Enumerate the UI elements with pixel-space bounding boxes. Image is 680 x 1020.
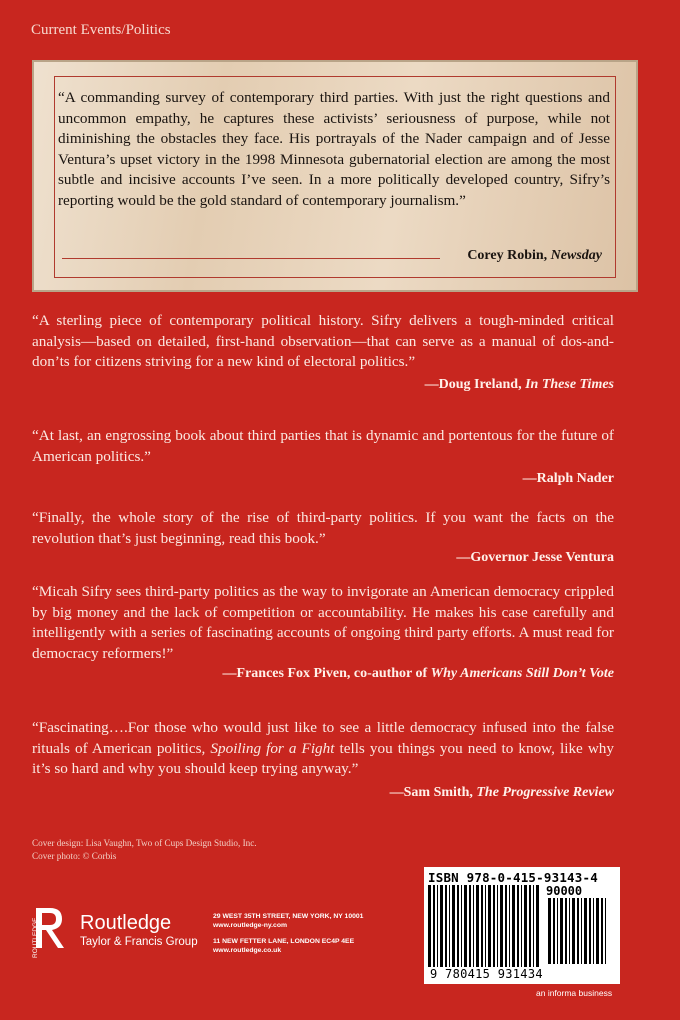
barcode-digits: 9 780415 931434	[430, 967, 543, 981]
price-code: 90000	[546, 884, 583, 898]
blurb-5-source: The Progressive Review	[476, 784, 614, 800]
blurb-4-text: “Micah Sifry sees third-party politics as the way to invigorate an American democracy crippled by big money and the lack of competition or accountability. He makes his case carefully and intelligently with a series of fascinating accounts of ongoing third party efforts. A must read for democracy reformers!”	[32, 583, 614, 662]
blurb-1-attribution	[32, 375, 614, 396]
publisher-logo	[30, 902, 210, 962]
cover-photo-credit: Cover photo: © Corbis	[32, 851, 117, 861]
blurb-3	[32, 508, 614, 569]
blurb-5-author: —Sam Smith,	[389, 784, 477, 800]
barcode-bars	[428, 885, 542, 967]
blurb-2	[32, 426, 614, 490]
featured-quote-text: “A commanding survey of contemporary third parties. With just the right questions and uncommon empathy, he captures these activists’ seriousness of purpose, while not diminishing the obstacles they face. His portrayals of the Nader campaign and of Jesse Ventura’s upset victory in the 1998 Minnesota gubernatorial election are among the most subtle and incisive accounts I’ve seen. In a more politically developed country, Sifry’s reporting would be the gold standard of contemporary journalism.”	[58, 89, 610, 209]
featured-quote-attribution	[467, 248, 602, 264]
blurb-4-attribution	[32, 664, 614, 685]
featured-quote-source: Newsday	[550, 248, 602, 263]
blurb-3-attribution: —Governor Jesse Ventura	[456, 550, 614, 566]
cover-credits	[32, 837, 257, 863]
blurb-1-source: In These Times	[525, 376, 614, 392]
blurb-5-attribution	[32, 783, 614, 804]
informa-tagline: an informa business	[536, 988, 613, 998]
blurb-5-book-title: Spoiling for a Fight	[210, 739, 335, 757]
address-london: 11 NEW FETTER LANE, LONDON EC4P 4EE	[213, 937, 355, 945]
featured-quote-author: Corey Robin,	[467, 248, 551, 263]
cover-design-credit: Cover design: Lisa Vaughn, Two of Cups Design Studio, Inc.	[32, 838, 257, 848]
website-uk: www.routledge.co.uk	[213, 947, 282, 955]
blurb-2-text: “At last, an engrossing book about third parties that is dynamic and portentous for the future of American politics.”	[32, 427, 614, 465]
blurb-4-source: Why Americans Still Don’t Vote	[430, 666, 614, 682]
blurb-4	[32, 582, 614, 685]
address-ny: 29 WEST 35TH STREET, NEW YORK, NY 10001	[213, 913, 364, 920]
blurb-3-text: “Finally, the whole story of the rise of third-party politics. If you want the facts on the revolution that’s just beginning, read this book.”	[32, 509, 614, 547]
logo-side-text: ROUTLEDGE	[32, 917, 39, 958]
routledge-logo-icon	[30, 902, 70, 960]
publisher-name: Routledge	[80, 912, 172, 934]
category-label: Current Events/Politics	[31, 22, 171, 38]
isbn-number: ISBN 978-0-415-93143-4	[428, 870, 598, 885]
featured-quote-box	[32, 60, 638, 292]
blurb-1	[32, 311, 614, 395]
addon-barcode-bars	[548, 898, 610, 964]
publisher-group: Taylor & Francis Group	[80, 936, 198, 948]
featured-quote-rule	[62, 258, 440, 259]
isbn-barcode	[424, 867, 620, 984]
blurb-4-author: —Frances Fox Piven, co-author of	[222, 666, 431, 682]
blurb-5	[32, 718, 614, 803]
blurb-1-author: —Doug Ireland,	[424, 376, 526, 392]
website-ny: www.routledge-ny.com	[213, 922, 288, 930]
blurb-5-text-before: “Fascinating….For those who would just like to see a little democracy infused into the false rituals of American politics,	[32, 719, 614, 757]
publisher-address	[213, 912, 363, 956]
blurb-5-text-after: tells you things you need to know, like why it’s so hard and why you should keep trying anyway.”	[32, 739, 614, 778]
blurb-2-attribution: —Ralph Nader	[522, 471, 614, 487]
blurb-1-text: “A sterling piece of contemporary political history. Sifry delivers a tough-minded critical analysis—based on detailed, first-hand observation—that can serve as a manual of dos-and-don’ts for citizens striving for a new kind of electoral politics.”	[32, 312, 614, 371]
